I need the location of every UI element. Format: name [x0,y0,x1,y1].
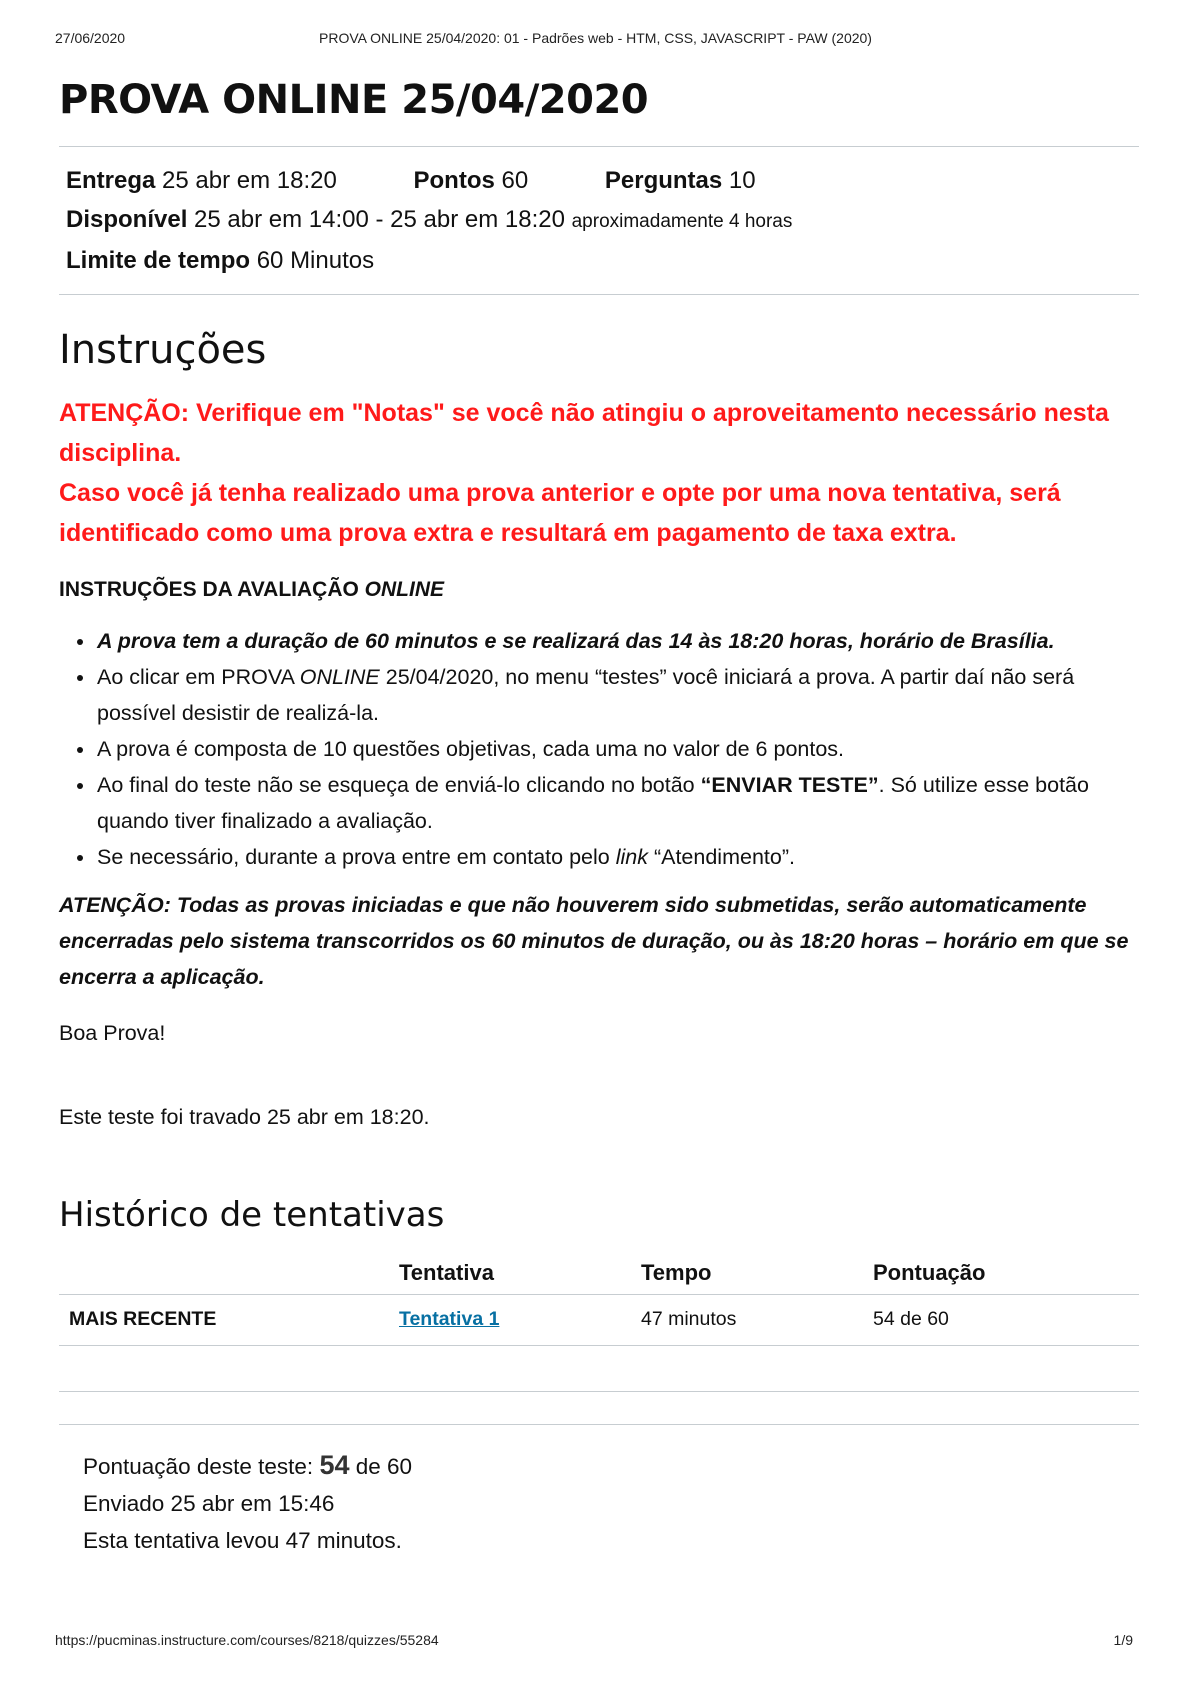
divider [59,294,1139,295]
alert-message [59,393,1139,553]
item-text: 25/04/2020, no menu “testes” você iniciará a prova. A partir daí não será possível desistir de realizá-la. [97,665,1075,725]
item-text: Ao final do teste não se esqueça de enviá-lo clicando no botão [97,773,701,797]
list-item [96,767,1139,839]
attempt-score: 54 de 60 [873,1295,1139,1346]
time-limit-label: Limite de tempo [66,247,251,274]
item-emphasis: link [615,845,648,869]
score-suffix: de 60 [355,1454,413,1479]
print-date: 27/06/2020 [55,30,126,46]
item-text: Ao clicar em PROVA [97,665,300,689]
attempt-history-table [59,1254,1139,1392]
duration-line: Esta tentativa levou 47 minutos. [83,1528,402,1553]
score-line [83,1447,1139,1485]
questions-value: 10 [728,167,756,194]
score-prefix: Pontuação deste teste: [83,1454,314,1479]
spacer-row [59,1346,1139,1392]
item-duration: A prova tem a duração de 60 minutos e se realizará das 14 às 18:20 horas, horário de Brasília. [97,629,1055,653]
item-text: . Só utilize esse botão quando tiver finalizado a avaliação. [97,773,1089,833]
table-header-row [59,1254,1139,1295]
warning-paragraph: ATENÇÃO: Todas as provas iniciadas e que não houverem sido submetidas, serão automaticamente encerradas pelo sistema transcorridos os 60 minutos de duração, ou às 18:20 horas – horário em que se encerra a aplicação. [59,893,1129,989]
points-label: Pontos [413,167,495,194]
print-footer [0,1632,1191,1652]
questions-label: Perguntas [604,167,723,194]
details-row-2 [66,200,1139,241]
list-item [96,623,1139,659]
details-row-3 [66,241,1139,280]
attempt-label: MAIS RECENTE [59,1295,399,1346]
item-text: Se necessário, durante a prova entre em contato pelo [97,845,616,869]
print-page-number: 1/9 [1113,1632,1133,1648]
column-header: Tempo [641,1254,873,1295]
instructions-subheading [59,575,1139,605]
column-header [59,1254,399,1295]
subheading-emphasis: ONLINE [364,578,445,601]
available-label: Disponível [66,206,188,233]
instructions-list [59,623,1139,875]
print-page-title: PROVA ONLINE 25/04/2020: 01 - Padrões web - HTM, CSS, JAVASCRIPT - PAW (2020) [319,30,872,46]
due-label: Entrega [66,167,156,194]
good-luck-text: Boa Prova! [59,1021,166,1045]
attempt-summary [59,1425,1139,1559]
available-value: 25 abr em 14:00 - 25 abr em 18:20 [194,206,565,233]
locked-notice: Este teste foi travado 25 abr em 18:20. [59,1105,430,1129]
available-note: aproximadamente 4 horas [571,211,793,232]
score-value: 54 [319,1450,350,1480]
list-item [96,731,1139,767]
column-header: Pontuação [873,1254,1139,1295]
subheading-text: INSTRUÇÕES DA AVALIAÇÃO [59,578,365,601]
attempt-link[interactable]: Tentativa 1 [399,1308,500,1330]
quiz-details [59,147,1139,294]
item-emphasis: ONLINE [299,665,380,689]
submitted-line: Enviado 25 abr em 15:46 [83,1491,335,1516]
attempt-time: 47 minutos [641,1295,873,1346]
time-limit-value: 60 Minutos [256,247,375,274]
details-row-1 [66,161,1139,200]
attempt-cell [399,1295,641,1346]
item-text: A prova é composta de 10 questões objetivas, cada uma no valor de 6 pontos. [97,737,845,761]
alert-line-1: ATENÇÃO: Verifique em "Notas" se você não atingiu o aproveitamento necessário nesta disciplina. [59,399,1109,467]
print-url: https://pucminas.instructure.com/courses/8218/quizzes/55284 [55,1632,439,1648]
table-row [59,1295,1139,1346]
due-value: 25 abr em 18:20 [162,167,337,194]
points-value: 60 [501,167,529,194]
alert-line-2: Caso você já tenha realizado uma prova anterior e opte por uma nova tentativa, será identificado como uma prova extra e resultará em pagamento de taxa extra. [59,479,1061,547]
quiz-page [59,62,1139,1559]
item-text: “Atendimento”. [647,845,795,869]
quiz-title: PROVA ONLINE 25/04/2020 [59,77,649,123]
item-strong: “ENVIAR TESTE” [700,773,879,797]
print-header [0,30,1191,50]
history-heading: Histórico de tentativas [59,1195,445,1235]
list-item [96,659,1139,731]
list-item [96,839,1139,875]
column-header: Tentativa [399,1254,641,1295]
instructions-heading: Instruções [59,327,267,373]
